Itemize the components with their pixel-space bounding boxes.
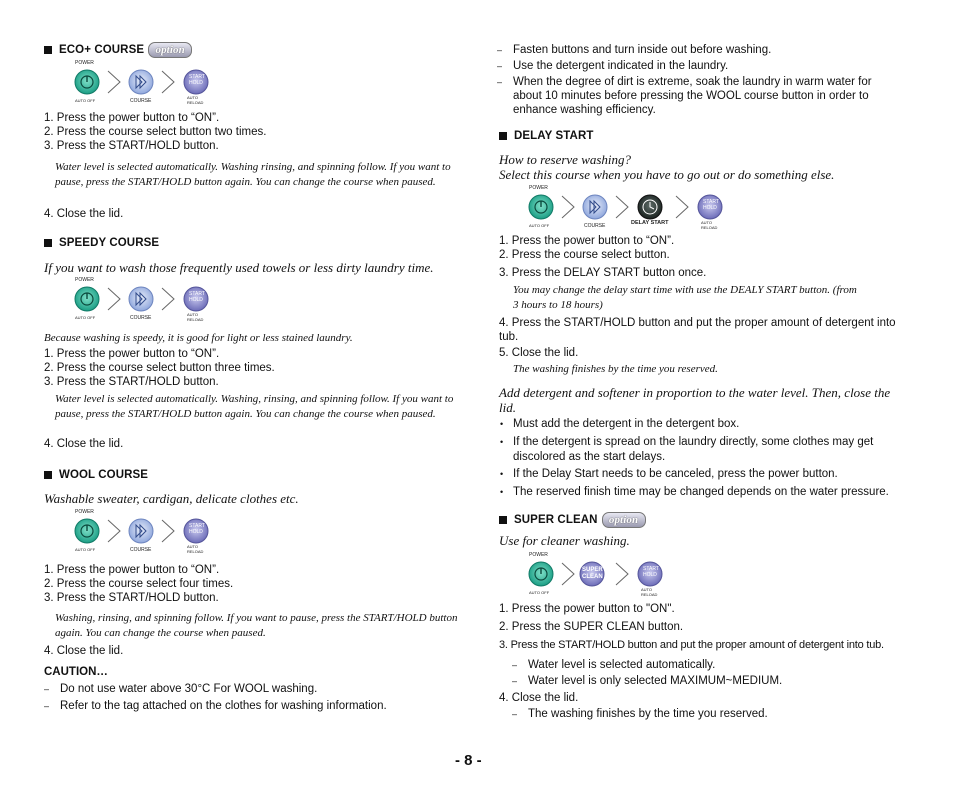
arrow-icon — [616, 563, 628, 585]
arrow-icon — [162, 520, 174, 542]
speedy-button-diagram: POWER START HOLD AUTO OFF COURSE AUTO RELOAD — [74, 277, 214, 323]
super-sub-list: – Water level is selected automatically. – Water level is only selected MAXIMUM~MEDIUM. — [512, 658, 912, 688]
arrow-icon — [108, 71, 120, 93]
wool-step4: 4. Close the lid. — [44, 645, 124, 657]
arrow-icon — [616, 196, 628, 218]
speedy-pre-note: Because washing is speedy, it is good for light or less stained laundry. — [44, 332, 353, 344]
eco-button-diagram: POWER START HOLD AUTO OFF COURSE AUTO RELOAD — [74, 60, 214, 106]
square-bullet-icon — [44, 239, 52, 247]
arrow-icon — [562, 563, 574, 585]
super-steps: 1. Press the power button to "ON". 2. Press the SUPER CLEAN button. 3. Press the START/HOLD button and put the proper amount of detergent into tub. — [499, 603, 884, 651]
course-button-icon — [129, 70, 153, 94]
arrow-icon — [162, 288, 174, 310]
eco-note: Water level is selected automatically. Washing rinsing, and spinning follow. If you want to pause, press the START/HOLD button again. You can change the course when paused. — [55, 161, 451, 188]
speedy-steps: 1. Press the power button to “ON”. 2. Press the course select button three times. 3. Press the START/HOLD button. — [44, 348, 275, 388]
square-bullet-icon — [499, 516, 507, 524]
wool-intro: Washable sweater, cardigan, delicate clothes etc. — [44, 491, 299, 506]
super-step4: 4. Close the lid. — [499, 692, 579, 704]
delay-add-text: Add detergent and softener in proportion to the water level. Then, close the lid. — [499, 385, 891, 415]
square-bullet-icon — [44, 46, 52, 54]
eco-step4: 4. Close the lid. — [44, 208, 124, 220]
super-clean-title: SUPER CLEAN option — [499, 512, 646, 528]
delay-steps: 1. Press the power button to “ON”. 2. Press the course select button. 3. Press the DELAY START button once. — [499, 235, 707, 279]
wool-note: Washing, rinsing, and spinning follow. If you want to pause, press the START/HOLD button again. You can change the course when paused. — [55, 612, 458, 639]
arrow-icon — [108, 288, 120, 310]
arrow-icon — [162, 71, 174, 93]
caution-title: CAUTION… — [44, 666, 108, 678]
delay-bullets: • Must add the detergent in the detergent box. • If the detergent is spread on the laundry directly, some clothes may get discolored as the start delays. • If the Delay Start needs to be canceled, press the power button. • The reserved finish time may be changed depends on the water pressure. — [499, 417, 909, 500]
arrow-icon — [676, 196, 688, 218]
speedy-note: Water level is selected automatically. Washing, rinsing, and spinning follow. If you want to pause, press the START/HOLD button again. You can change the course when paused. — [55, 393, 454, 420]
button-sequence-graphic — [528, 193, 728, 225]
page-number: - 8 - — [455, 752, 482, 769]
speedy-course-title: SPEEDY COURSE — [44, 237, 159, 249]
course-button-icon — [583, 195, 607, 219]
delay-intro: How to reserve washing? Select this course when you have to go out or do something else. — [499, 152, 835, 182]
delay-start-title: DELAY START — [499, 130, 593, 142]
speedy-intro: If you want to wash those frequently used towels or less dirty laundry time. — [44, 260, 434, 275]
arrow-icon — [562, 196, 574, 218]
delay-button-diagram: POWER START HOLD AUTO OFF COURSE DELAY START AUTO RELOAD — [528, 185, 728, 231]
option-badge: option — [148, 42, 192, 58]
speedy-step4: 4. Close the lid. — [44, 438, 124, 450]
course-button-icon — [129, 519, 153, 543]
eco-steps: 1. Press the power button to “ON”. 2. Press the course select button two times. 3. Press the START/HOLD button. — [44, 112, 267, 152]
super-intro: Use for cleaner washing. — [499, 533, 630, 548]
wool-course-title: WOOL COURSE — [44, 469, 148, 481]
eco-course-title: ECO+ COURSE option — [44, 42, 192, 58]
option-badge: option — [602, 512, 646, 528]
wool-steps: 1. Press the power button to “ON”. 2. Press the course select four times. 3. Press the START/HOLD button. — [44, 564, 234, 604]
delay-note2: The washing finishes by the time you reserved. — [513, 363, 718, 375]
caution-list: – Do not use water above 30°C For WOOL washing. – Refer to the tag attached on the clothes for washing information. — [44, 682, 464, 713]
caution-continued-list: – Fasten buttons and turn inside out before washing. – Use the detergent indicated in the laundry. – When the degree of dirt is extreme, soak the laundry in warm water for about 10 minutes before pressing the WOOL course button in order to enhance washing efficiency. — [497, 43, 897, 117]
square-bullet-icon — [44, 471, 52, 479]
super-clean-button-diagram: POWER SUPER CLEAN START HOLD AUTO OFF AUTO RELOAD — [528, 552, 668, 598]
course-button-icon — [129, 287, 153, 311]
delay-note: You may change the delay start time with use the DEALY START button. (from 3 hours to 18 hours) — [513, 284, 857, 311]
square-bullet-icon — [499, 132, 507, 140]
super-sub2: – The washing finishes by the time you reserved. — [512, 707, 912, 721]
delay-step5: 5. Close the lid. — [499, 347, 579, 359]
delay-step4: 4. Press the START/HOLD button and put the proper amount of detergent into tub. — [499, 317, 896, 343]
arrow-icon — [108, 520, 120, 542]
wool-button-diagram: POWER START HOLD AUTO OFF COURSE AUTO RELOAD — [74, 509, 214, 555]
